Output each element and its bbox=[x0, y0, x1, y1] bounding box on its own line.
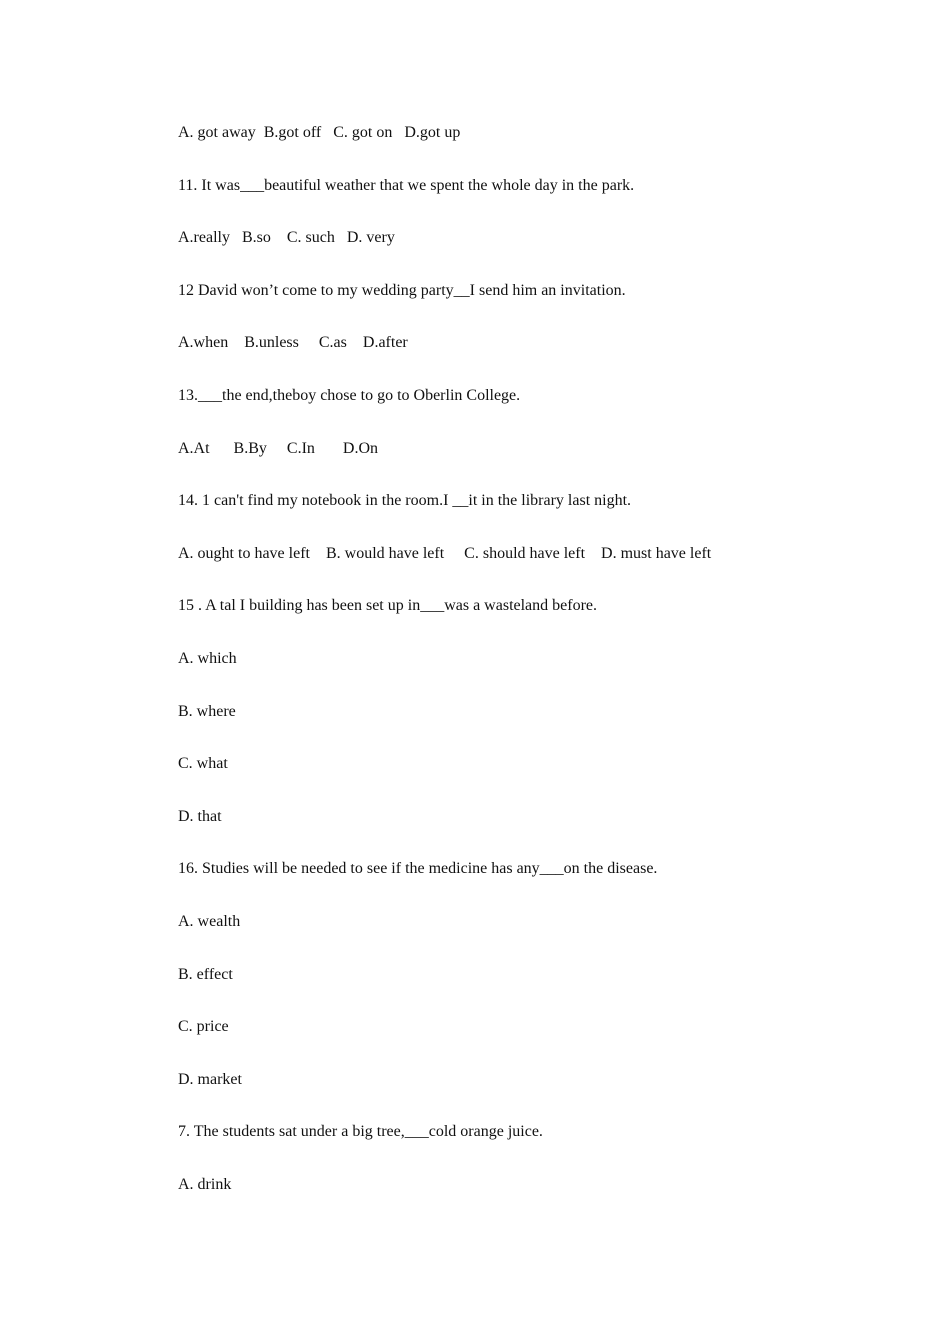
q15-option-d: D. that bbox=[178, 808, 222, 825]
q11-options: A.really B.so C. such D. very bbox=[178, 229, 395, 246]
q16-option-d: D. market bbox=[178, 1071, 242, 1088]
q15-question: 15 . A tal I building has been set up in___was a wasteland before. bbox=[178, 597, 598, 614]
q12-options: A.when B.unless C.as D.after bbox=[178, 334, 408, 351]
q10-options: A. got away B.got off C. got on D.got up bbox=[178, 124, 461, 141]
q7-question: 7. The students sat under a big tree,___cold orange juice. bbox=[178, 1123, 543, 1140]
q16-option-b: B. effect bbox=[178, 966, 233, 983]
q13-question: 13.___the end,theboy chose to go to Oberlin College. bbox=[178, 387, 521, 404]
q13-options: A.At B.By C.In D.On bbox=[178, 440, 379, 457]
q16-question: 16. Studies will be needed to see if the medicine has any___on the disease. bbox=[178, 860, 658, 877]
q16-option-a: A. wealth bbox=[178, 913, 241, 930]
q15-option-c: C. what bbox=[178, 755, 228, 772]
q14-options: A. ought to have left B. would have left C. should have left D. must have left bbox=[178, 545, 712, 562]
q15-option-b: B. where bbox=[178, 703, 236, 720]
q12-question: 12 David won’t come to my wedding party__I send him an invitation. bbox=[178, 282, 626, 299]
q11-question: 11. It was___beautiful weather that we spent the whole day in the park. bbox=[178, 177, 635, 194]
q14-question: 14. 1 can't find my notebook in the room.I __it in the library last night. bbox=[178, 492, 632, 509]
q15-option-a: A. which bbox=[178, 650, 237, 667]
q7-option-a: A. drink bbox=[178, 1176, 232, 1193]
q16-option-c: C. price bbox=[178, 1018, 229, 1035]
